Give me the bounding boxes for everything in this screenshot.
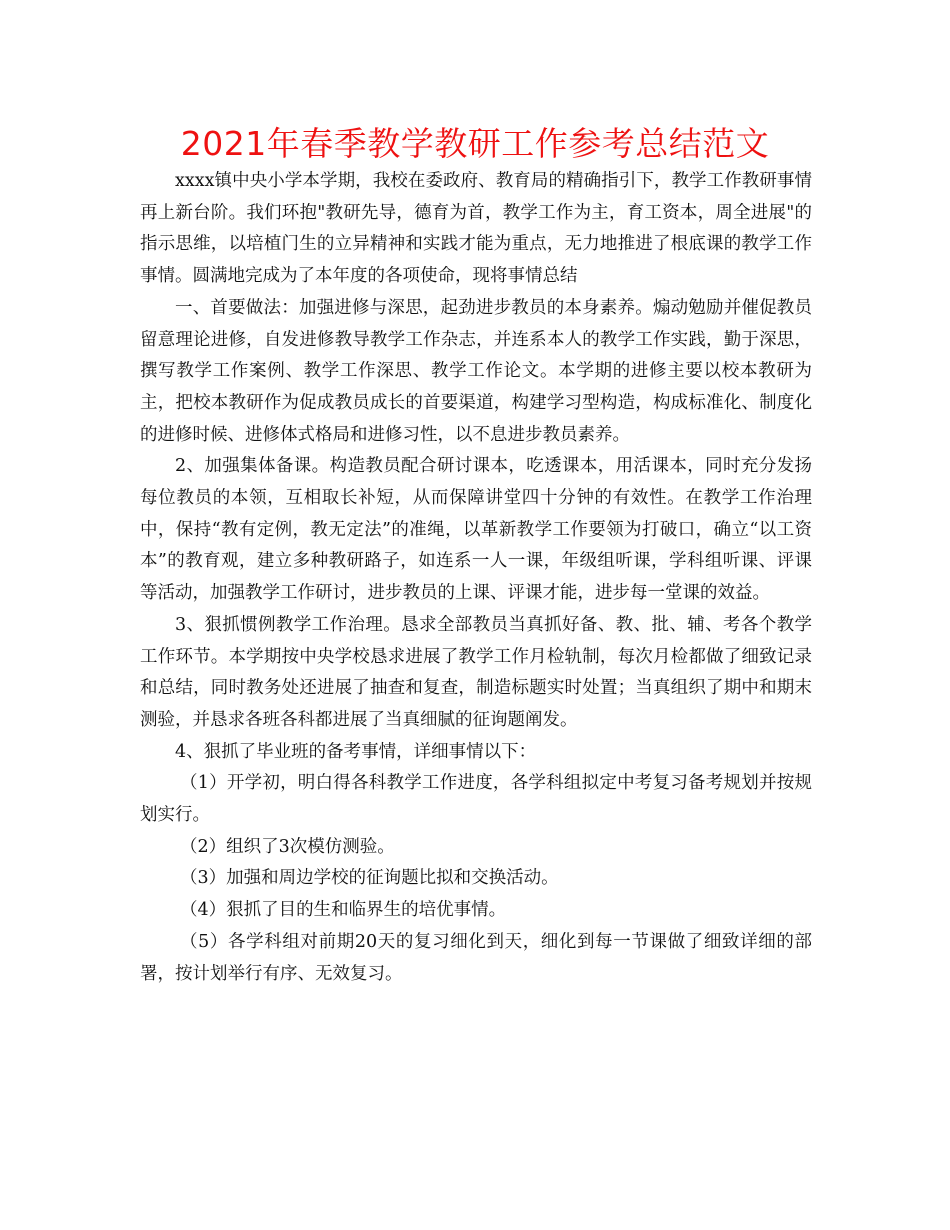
document-title: 2021年春季教学教研工作参考总结范文 — [180, 124, 770, 163]
paragraph-method-4: 4、狠抓了毕业班的备考事情，详细事情以下： — [175, 741, 537, 762]
paragraph-intro: xxxx镇中央小学本学期，我校在委政府、教育局的精确指引下，教学工作教研事情再上新台阶。我们环抱"教研先导，德育为首，教学工作为主，育工资本，周全进展"的指示思维，以培植门生的立异精神和实践才能为重点，无力地推进了根底课的教学工作事情。圆满地完成为了本年度的各项使命，现将事情总结 — [140, 171, 812, 287]
paragraph-method-1: 一、首要做法：加强进修与深思，起劲进步教员的本身素养。煽动勉励并催促教员留意理论进修，自发进修教导教学工作杂志，并连系本人的教学工作实践，勤于深思，撰写教学工作案例、教学工作深思、教学工作论文。本学期的进修主要以校本教研为主，把校本教研作为促成教员成长的首要渠道，构建学习型构造，构成标准化、制度化的进修时候、进修体式格局和进修习性，以不息进步教员素养。 — [140, 297, 812, 445]
document-body — [140, 166, 812, 990]
list-item-4: （4）狠抓了目的生和临界生的培优事情。 — [180, 900, 507, 921]
list-item-3: （3）加强和周边学校的征询题比拟和交换活动。 — [180, 868, 559, 889]
paragraph-method-3: 3、狠抓惯例教学工作治理。恳求全部教员当真抓好备、教、批、辅、考各个教学工作环节。本学期按中央学校恳求进展了教学工作月检轨制，每次月检都做了细致记录和总结，同时教务处还进展了抽查和复查，制造标题实时处置；当真组织了期中和期末测验，并恳求各班各科都进展了当真细腻的征询题阐发。 — [140, 614, 812, 730]
list-item-2: （2）组织了3次模仿测验。 — [180, 836, 395, 857]
list-item-1: （1）开学初，明白得各科教学工作进度，各学科组拟定中考复习备考规划并按规划实行。 — [140, 773, 812, 826]
paragraph-method-2: 2、加强集体备课。构造教员配合研讨课本，吃透课本，用活课本，同时充分发扬每位教员的本领，互相取长补短，从而保障讲堂四十分钟的有效性。在教学工作治理中，保持“教有定例，教无定法”的准绳，以革新教学工作要领为打破口，确立“以工资本”的教育观，建立多种教研路子，如连系一人一课，年级组听课，学科组听课、评课等活动，加强教学工作研讨，进步教员的上课、评课才能，进步每一堂课的效益。 — [140, 456, 812, 604]
list-item-5: （5）各学科组对前期20天的复习细化到天，细化到每一节课做了细致详细的部署，按计划举行有序、无效复习。 — [140, 931, 812, 984]
